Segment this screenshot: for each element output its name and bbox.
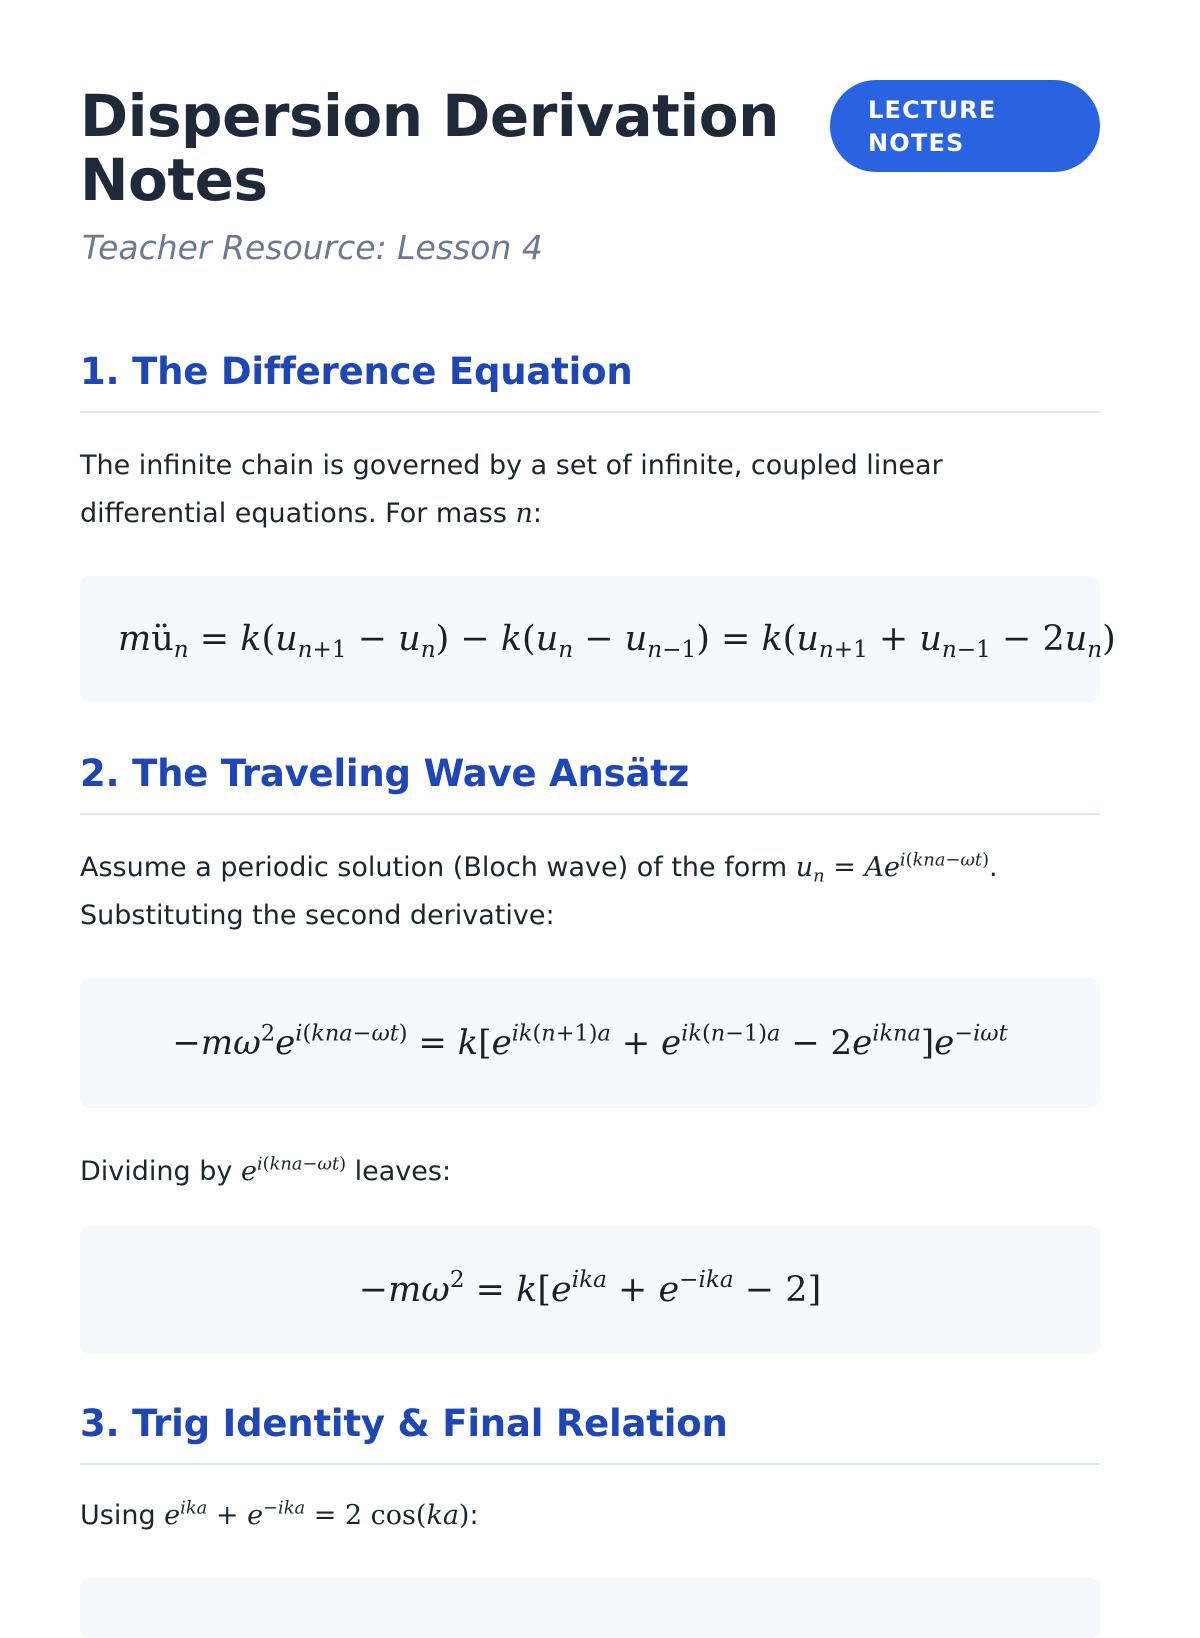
section-2-text-a: Assume a periodic solution (Bloch wave) of the form <box>80 852 796 883</box>
section-2-paragraph-2 <box>80 1148 1080 1196</box>
section-2-inline-math: $u_n = Ae^{i(kna-\omega t)}$ <box>795 849 990 887</box>
section-3-inline-math: $e^{ika} + e^{-ika} = 2$ cos(ka) <box>164 1497 470 1531</box>
equation-final-partial <box>80 1578 1100 1638</box>
section-2-text-d: leaves: <box>346 1156 452 1187</box>
section-1-var-n: n <box>515 498 533 529</box>
section-2-inline-math-2: $e^{i(kna-\omega t)}$ <box>240 1153 347 1187</box>
badge-line-2: NOTES <box>868 129 965 157</box>
section-1-text-b: : <box>532 498 542 529</box>
section-3-text-a: Using <box>80 1500 165 1531</box>
section-2-text-b: . Substituting the second derivative: <box>80 852 998 931</box>
equation-divided <box>80 1226 1100 1354</box>
equation-difference-math: $mü_n = k(u_{n+1} - u_n) - k(u_n - u_{n-1}) = k(u_{n+1} + u_{n-1} - 2u_n)$ <box>118 619 1116 663</box>
section-2-title: 2. The Traveling Wave Ansätz <box>80 752 690 795</box>
section-2-paragraph <box>80 844 1080 940</box>
section-1-divider <box>80 411 1100 413</box>
lecture-notes-badge <box>830 80 1100 172</box>
badge-line-1: LECTURE <box>868 96 997 124</box>
equation-difference <box>80 576 1116 702</box>
section-3-text-b: : <box>469 1500 479 1531</box>
document-page <box>80 0 1116 1600</box>
section-3-title: 3. Trig Identity & Final Relation <box>80 1402 728 1445</box>
equation-substitution <box>80 978 1100 1108</box>
page-title: Dispersion Derivation Notes <box>80 82 779 214</box>
section-1-text-a: The infinite chain is governed by a set of infinite, coupled linear differential equations. For mass <box>80 450 943 529</box>
page-subtitle: Teacher Resource: Lesson 4 <box>82 228 543 267</box>
equation-divided-math: $-m\omega^2 = k[e^{ika} + e^{-ika} - 2]$ <box>358 1267 822 1310</box>
page-header <box>80 80 1100 280</box>
section-3-divider <box>80 1463 1100 1465</box>
section-3-paragraph <box>80 1492 1080 1540</box>
section-1-title: 1. The Difference Equation <box>80 350 633 393</box>
section-1-paragraph <box>80 442 1080 538</box>
section-2-text-c: Dividing by <box>80 1156 241 1187</box>
section-2-divider <box>80 813 1100 815</box>
equation-substitution-math: $-m\omega^2e^{i(kna-\omega t)} = k[e^{ik(n+1)a} + e^{ik(n-1)a} - 2e^{ikna}]e^{-i\omega t}$ <box>172 1020 1008 1063</box>
